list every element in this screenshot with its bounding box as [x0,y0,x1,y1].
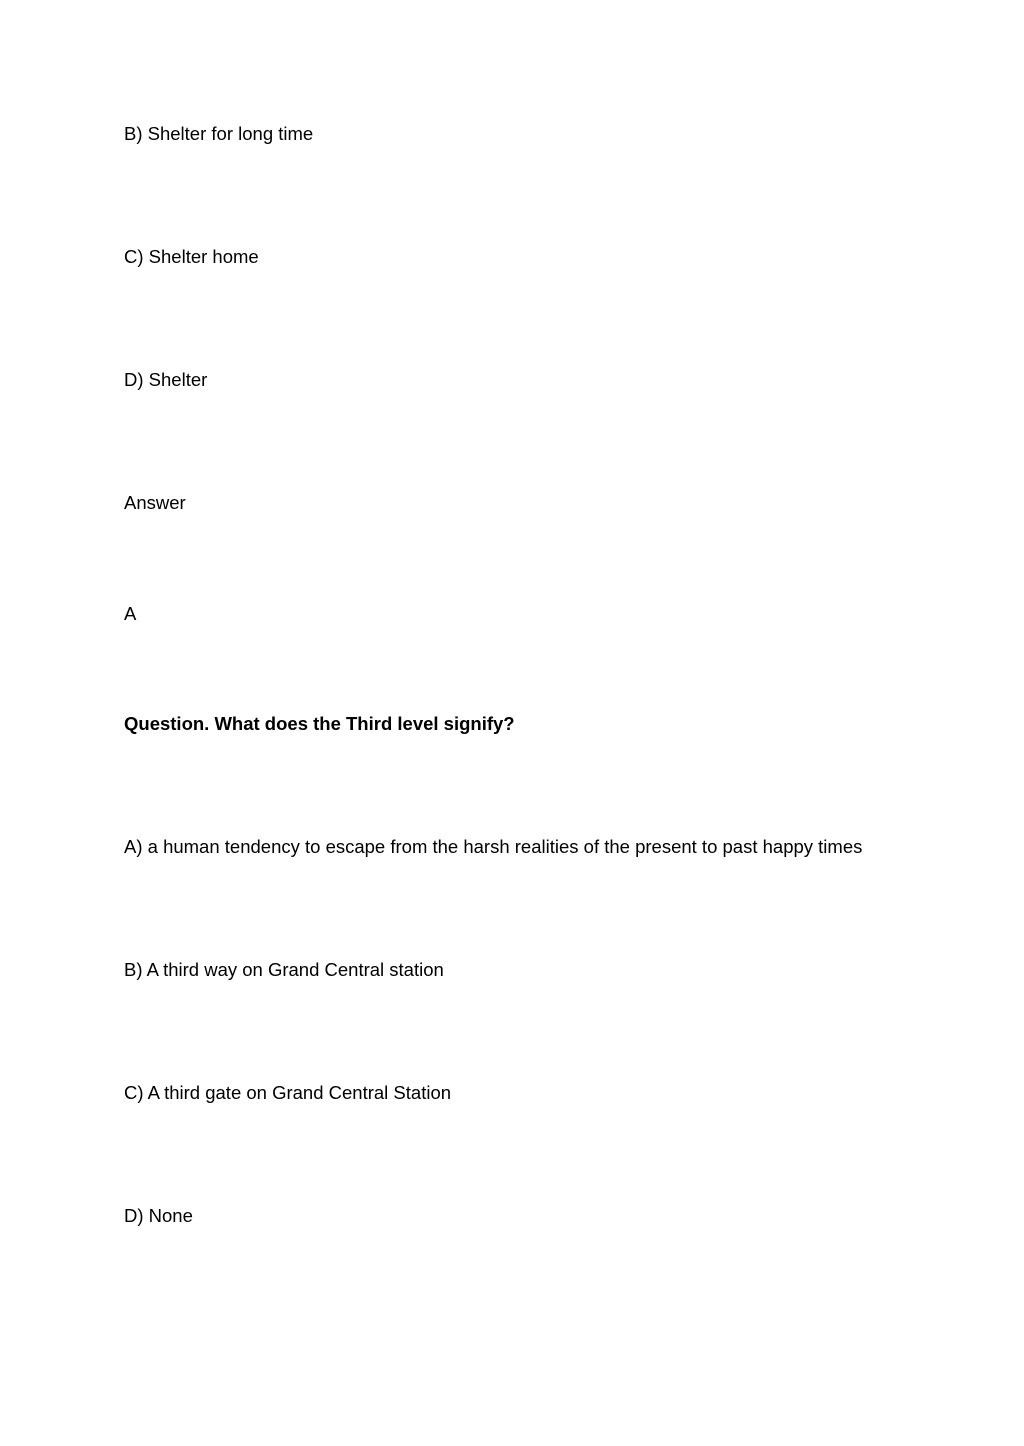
option-c: C) A third gate on Grand Central Station [124,1082,452,1103]
prev-option-d: D) Shelter [124,369,208,390]
option-b: B) A third way on Grand Central station [124,959,444,980]
answer-label: Answer [124,492,186,513]
answer-value: A [124,603,137,624]
prev-option-c: C) Shelter home [124,246,259,267]
option-d: D) None [124,1205,193,1226]
option-a: A) a human tendency to escape from the harsh realities of the present to past happy times [124,836,863,857]
question-heading: Question. What does the Third level signify? [124,713,515,734]
prev-option-b: B) Shelter for long time [124,123,314,144]
